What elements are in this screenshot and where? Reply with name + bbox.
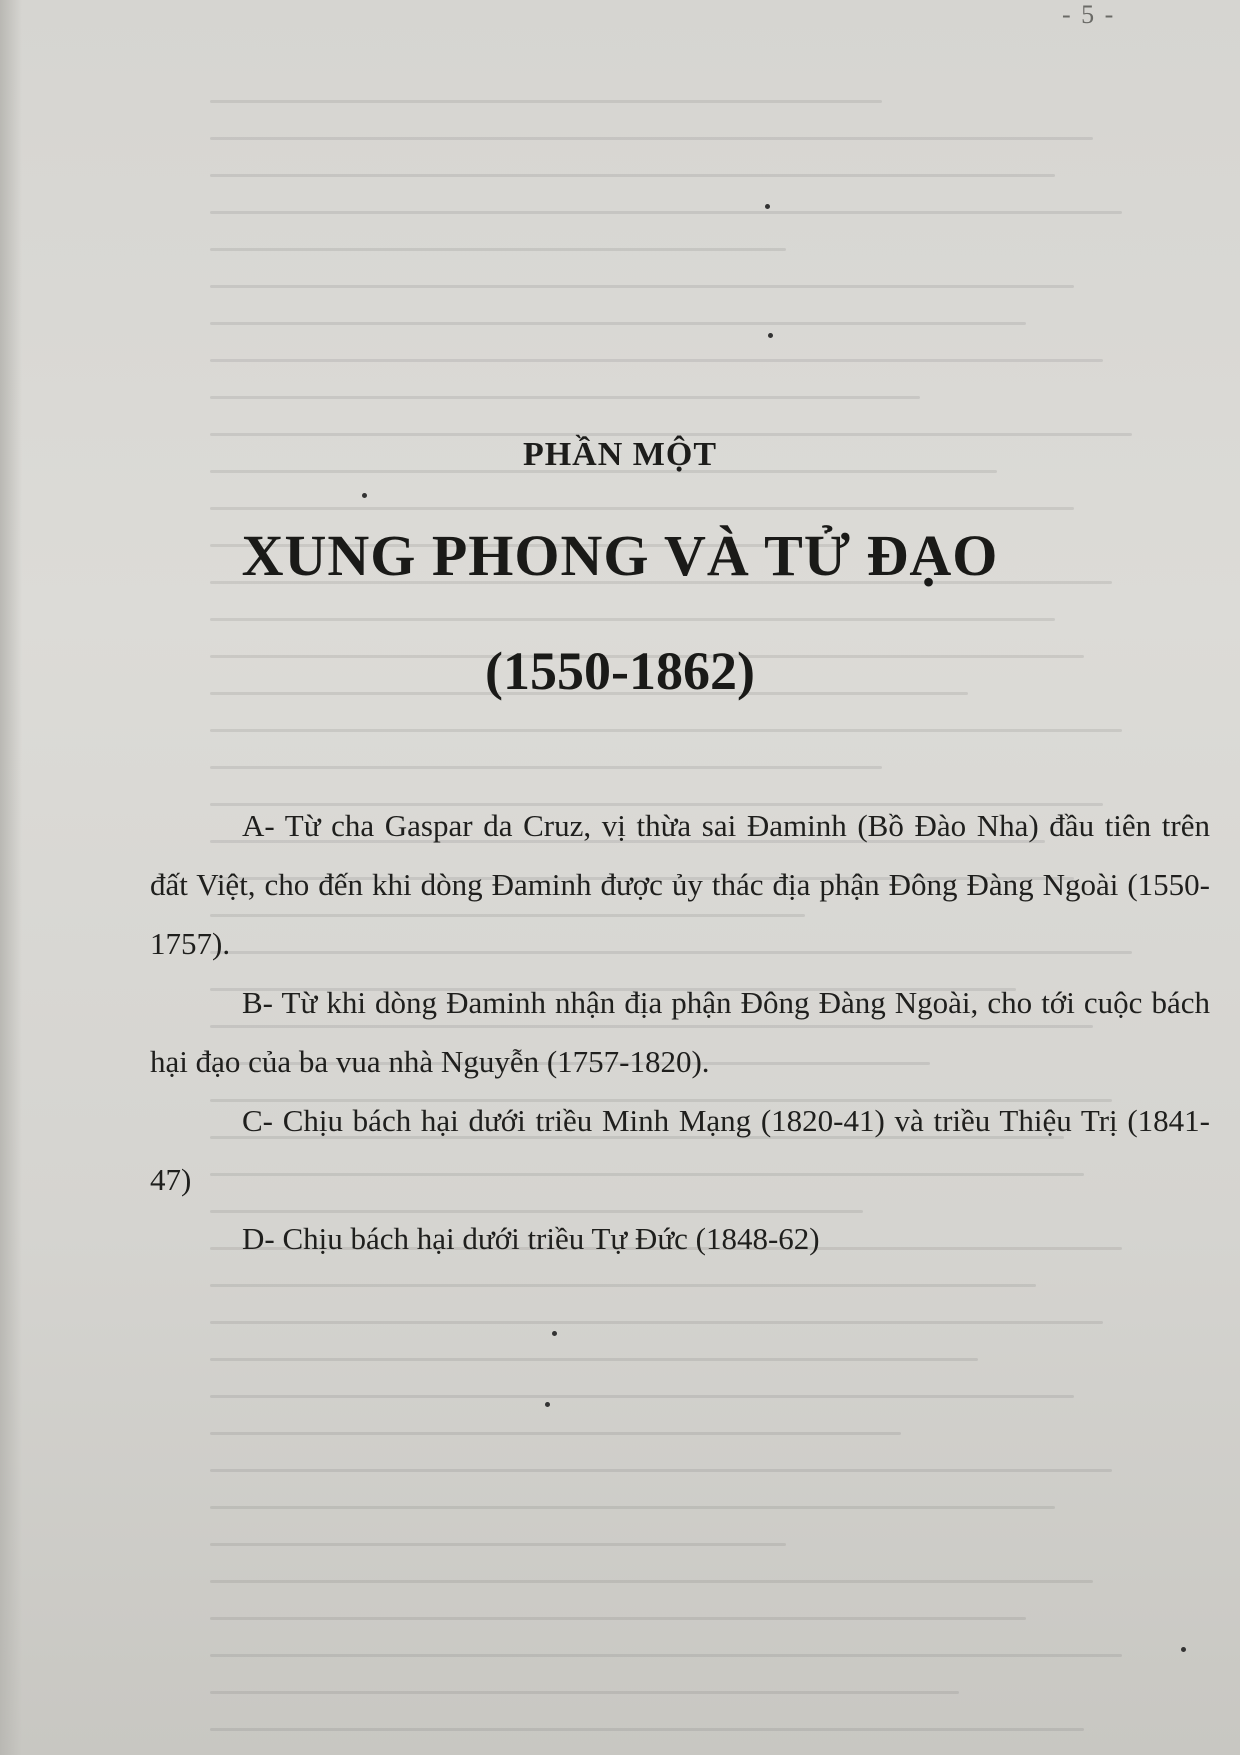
section-d: D- Chịu bách hại dưới triều Tự Đức (1848-62) [242,1221,820,1256]
paper-speck [1181,1647,1186,1652]
paper-speck [552,1331,557,1336]
paper-speck [545,1402,550,1407]
page-title: XUNG PHONG VÀ TỬ ĐẠO [241,523,999,588]
paper-speck [768,333,773,338]
section-b: B- Từ khi dòng Đaminh nhận địa phận Đông Đàng Ngoài, cho tới cuộc bách hại đạo của ba vua nhà Nguyễn (1757-1820). [150,985,1210,1079]
date-range: (1550-1862) [485,641,755,701]
section-list [150,796,1210,1268]
part-label: PHẦN MỘT [522,436,718,473]
section-a: A- Từ cha Gaspar da Cruz, vị thừa sai Đaminh (Bồ Đào Nha) đầu tiên trên đất Việt, cho đến khi dòng Đaminh được ủy thác địa phận Đông Đàng Ngoài (1550-1757). [150,808,1210,961]
page-number: - 5 - [1062,0,1116,29]
paper-speck [362,493,367,498]
section-c: C- Chịu bách hại dưới triều Minh Mạng (1820-41) và triều Thiệu Trị (1841-47) [150,1103,1210,1197]
paper-speck [765,204,770,209]
